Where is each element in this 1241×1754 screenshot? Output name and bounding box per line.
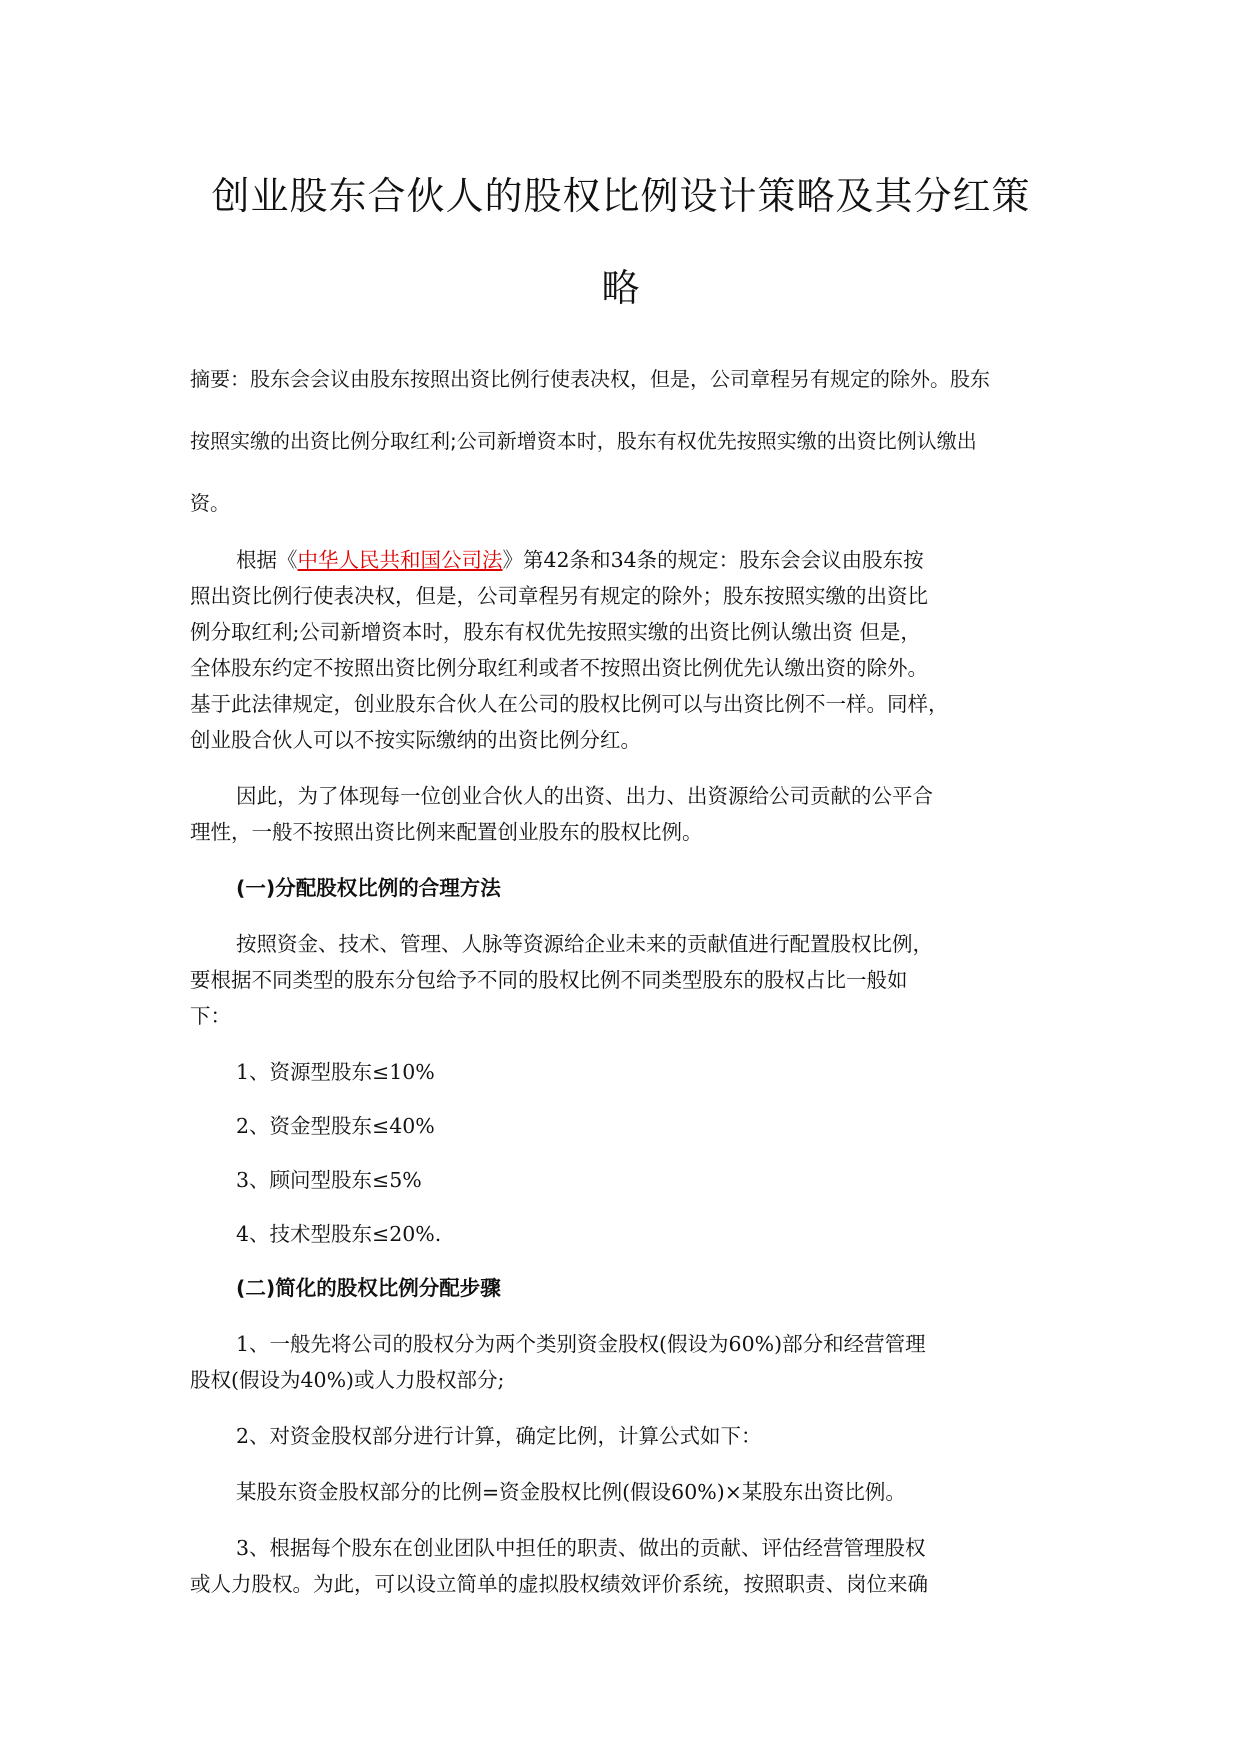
paragraph-step-3	[190, 1530, 1052, 1602]
paragraph-line: 照出资比例行使表决权，但是，公司章程另有规定的除外；股东按照实缴的出资比	[190, 584, 928, 608]
list-item: 1、资源型股东≤10%	[236, 1060, 435, 1084]
paragraph-step-1	[190, 1326, 1052, 1398]
formula-line: 某股东资金股权部分的比例=资金股权比例(假设60%)×某股东出资比例。	[236, 1480, 906, 1504]
paragraph-line: 或人力股权。为此，可以设立简单的虚拟股权绩效评价系统，按照职责、岗位来确	[190, 1572, 928, 1596]
paragraph-line	[190, 542, 1052, 578]
paragraph-line: 创业股合伙人可以不按实际缴纳的出资比例分红。	[190, 728, 641, 752]
paragraph-line: 下：	[190, 1004, 231, 1028]
paragraph-suffix: 》第42条和34条的规定：股东会会议由股东按	[502, 548, 924, 572]
paragraph-line: 基于此法律规定，创业股东合伙人在公司的股权比例可以与出资比例不一样。同样，	[190, 692, 949, 716]
paragraph-line: 例分取红利;公司新增资本时，股东有权优先按照实缴的出资比例认缴出资 但是，	[190, 620, 921, 644]
abstract-line: 资。	[190, 491, 230, 515]
paragraph-fairness	[190, 778, 1052, 850]
paragraph-line: 因此，为了体现每一位创业合伙人的出资、出力、出资源给公司贡献的公平合	[236, 784, 933, 808]
title-line-1: 创业股东合伙人的股权比例设计策略及其分红策	[211, 174, 1031, 218]
paragraph-line: 全体股东约定不按照出资比例分取红利或者不按照出资比例优先认缴出资的除外。	[190, 656, 928, 680]
paragraph-line: 按照资金、技术、管理、人脉等资源给企业未来的贡献值进行配置股权比例，	[236, 932, 933, 956]
list-item: 3、顾问型股东≤5%	[236, 1168, 422, 1192]
paragraph-line: 要根据不同类型的股东分包给予不同的股权比例不同类型股东的股权占比一般如	[190, 968, 908, 992]
section-heading-2: (二)简化的股权比例分配步骤	[236, 1276, 501, 1300]
paragraph-line: 3、根据每个股东在创业团队中担任的职责、做出的贡献、评估经营管理股权	[236, 1536, 926, 1560]
paragraph-legal-basis	[190, 542, 1052, 758]
paragraph-step-2: 2、对资金股权部分进行计算，确定比例，计算公式如下：	[236, 1424, 762, 1448]
abstract	[190, 348, 1052, 534]
paragraph-method	[190, 926, 1052, 1034]
paragraph-prefix: 根据《	[236, 548, 298, 572]
paragraph-line: 1、一般先将公司的股权分为两个类别资金股权(假设为60%)部分和经营管理	[236, 1332, 926, 1356]
paragraph-line: 股权(假设为40%)或人力股权部分;	[190, 1368, 505, 1392]
abstract-line: 摘要：股东会会议由股东按照出资比例行使表决权，但是，公司章程另有规定的除外。股东	[190, 367, 990, 391]
title-line-2: 略	[601, 266, 641, 310]
list-item: 4、技术型股东≤20%.	[236, 1222, 442, 1246]
list-item: 2、资金型股东≤40%	[236, 1114, 435, 1138]
document-body	[190, 150, 1052, 1602]
abstract-line: 按照实缴的出资比例分取红利;公司新增资本时，股东有权优先按照实缴的出资比例认缴出	[190, 429, 977, 453]
company-law-link[interactable]: 中华人民共和国公司法	[297, 548, 503, 572]
paragraph-line: 理性，一般不按照出资比例来配置创业股东的股权比例。	[190, 820, 703, 844]
section-heading-1: (一)分配股权比例的合理方法	[236, 876, 501, 900]
document-title	[190, 150, 1052, 334]
